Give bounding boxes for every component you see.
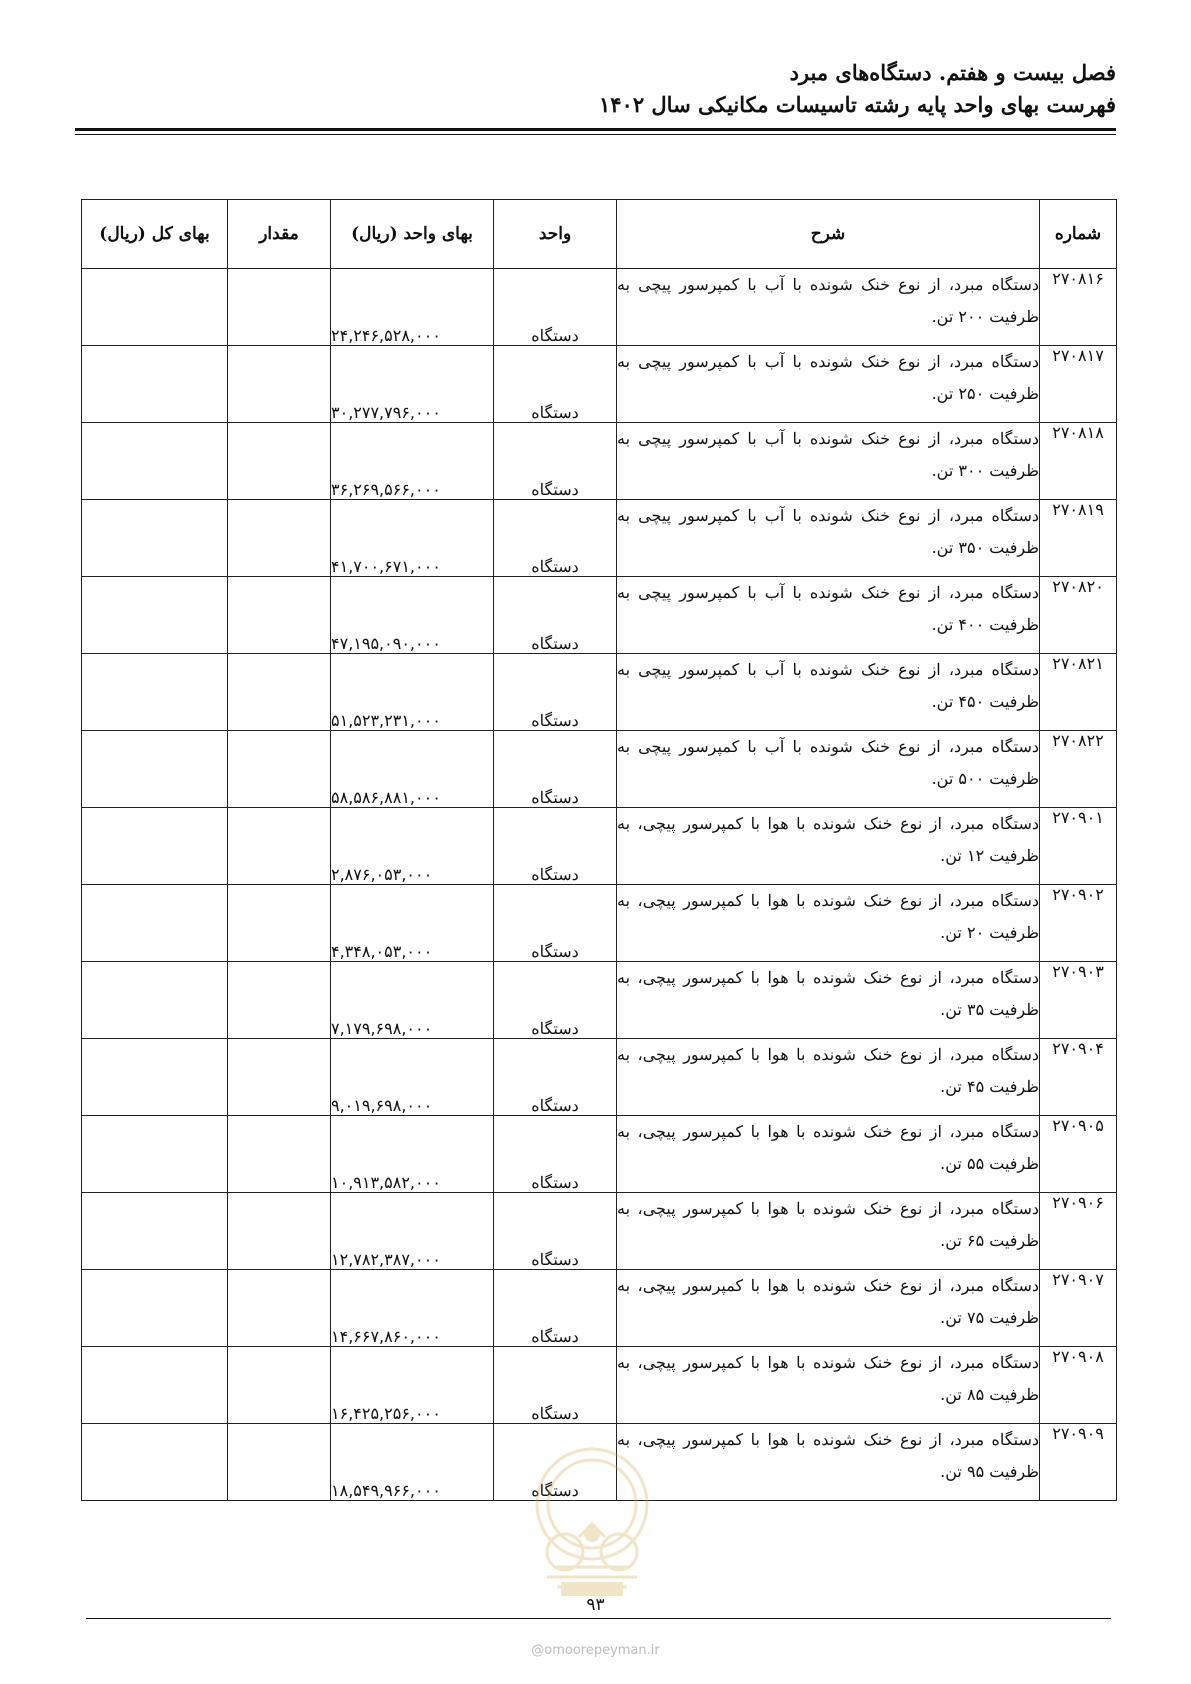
row-description-cell: دستگاه مبرد، از نوع خنک شونده با هوا با کمپرسور پیچی، به ظرفیت ۳۵ تن. [617,962,1040,1039]
row-unit-cell: دستگاه [494,1270,617,1347]
row-quantity-cell [228,577,331,654]
row-number-cell: ۲۷۰۸۱۷ [1040,346,1117,423]
website-watermark: @omoorepeyman.ir [531,1643,660,1658]
row-unit-price-cell: ۱۴,۶۶۷,۸۶۰,۰۰۰ [331,1270,494,1347]
header-description: شرح [617,200,1040,269]
header-unit: واحد [494,200,617,269]
row-number-cell: ۲۷۰۸۱۹ [1040,500,1117,577]
page-number: ۹۳ [586,1595,605,1615]
row-number-cell: ۲۷۰۹۰۵ [1040,1116,1117,1193]
table-row [82,1193,1117,1270]
row-total-price-cell [82,346,228,423]
row-number-cell: ۲۷۰۸۲۲ [1040,731,1117,808]
header-total-price: بهای کل (ریال) [82,200,228,269]
table-row [82,1347,1117,1424]
header-unit-price: بهای واحد (ریال) [331,200,494,269]
row-number-cell: ۲۷۰۹۰۴ [1040,1039,1117,1116]
table-row [82,885,1117,962]
row-quantity-cell [228,808,331,885]
row-unit-price-cell: ۲۴,۲۴۶,۵۲۸,۰۰۰ [331,269,494,346]
row-unit-cell: دستگاه [494,269,617,346]
row-total-price-cell [82,808,228,885]
row-description-cell: دستگاه مبرد، از نوع خنک شونده با آب با کمپرسور پیچی به ظرفیت ۴۰۰ تن. [617,577,1040,654]
row-quantity-cell [228,962,331,1039]
seal-watermark-icon [517,1442,667,1602]
table-row [82,731,1117,808]
row-quantity-cell [228,654,331,731]
row-unit-cell: دستگاه [494,500,617,577]
row-quantity-cell [228,1424,331,1501]
row-total-price-cell [82,1039,228,1116]
row-number-cell: ۲۷۰۹۰۱ [1040,808,1117,885]
row-total-price-cell [82,1116,228,1193]
row-total-price-cell [82,654,228,731]
header-quantity: مقدار [228,200,331,269]
row-description-cell: دستگاه مبرد، از نوع خنک شونده با آب با کمپرسور پیچی به ظرفیت ۲۵۰ تن. [617,346,1040,423]
table-row [82,346,1117,423]
row-unit-price-cell: ۵۱,۵۲۳,۲۳۱,۰۰۰ [331,654,494,731]
row-unit-cell: دستگاه [494,1193,617,1270]
row-unit-price-cell: ۴,۳۴۸,۰۵۳,۰۰۰ [331,885,494,962]
row-description-cell: دستگاه مبرد، از نوع خنک شونده با هوا با کمپرسور پیچی، به ظرفیت ۴۵ تن. [617,1039,1040,1116]
row-unit-price-cell: ۲,۸۷۶,۰۵۳,۰۰۰ [331,808,494,885]
row-total-price-cell [82,885,228,962]
table-row [82,654,1117,731]
row-unit-cell: دستگاه [494,731,617,808]
table-row [82,1270,1117,1347]
row-description-cell: دستگاه مبرد، از نوع خنک شونده با هوا با کمپرسور پیچی، به ظرفیت ۶۵ تن. [617,1193,1040,1270]
row-description-cell: دستگاه مبرد، از نوع خنک شونده با آب با کمپرسور پیچی به ظرفیت ۳۵۰ تن. [617,500,1040,577]
row-quantity-cell [228,1039,331,1116]
table-row [82,962,1117,1039]
row-unit-cell: دستگاه [494,346,617,423]
header-rule-thick [75,128,1116,131]
row-number-cell: ۲۷۰۸۲۱ [1040,654,1117,731]
row-unit-price-cell: ۱۸,۵۴۹,۹۶۶,۰۰۰ [331,1424,494,1501]
row-number-cell: ۲۷۰۹۰۲ [1040,885,1117,962]
row-quantity-cell [228,423,331,500]
table-row [82,1039,1117,1116]
row-number-cell: ۲۷۰۹۰۳ [1040,962,1117,1039]
table-header-row [82,200,1117,269]
row-description-cell: دستگاه مبرد، از نوع خنک شونده با آب با کمپرسور پیچی به ظرفیت ۳۰۰ تن. [617,423,1040,500]
table-row [82,577,1117,654]
document-title: فهرست بهای واحد پایه رشته تاسیسات مکانیکی سال ۱۴۰۲ [598,92,1116,117]
row-number-cell: ۲۷۰۹۰۶ [1040,1193,1117,1270]
row-description-cell: دستگاه مبرد، از نوع خنک شونده با هوا با کمپرسور پیچی، به ظرفیت ۸۵ تن. [617,1347,1040,1424]
table-row [82,500,1117,577]
row-description-cell: دستگاه مبرد، از نوع خنک شونده با هوا با کمپرسور پیچی، به ظرفیت ۹۵ تن. [617,1424,1040,1501]
row-unit-price-cell: ۵۸,۵۸۶,۸۸۱,۰۰۰ [331,731,494,808]
row-unit-cell: دستگاه [494,1347,617,1424]
row-quantity-cell [228,885,331,962]
row-unit-price-cell: ۱۶,۴۲۵,۲۵۶,۰۰۰ [331,1347,494,1424]
row-unit-price-cell: ۱۲,۷۸۲,۳۸۷,۰۰۰ [331,1193,494,1270]
row-number-cell: ۲۷۰۹۰۷ [1040,1270,1117,1347]
row-unit-price-cell: ۴۱,۷۰۰,۶۷۱,۰۰۰ [331,500,494,577]
row-description-cell: دستگاه مبرد، از نوع خنک شونده با هوا با کمپرسور پیچی، به ظرفیت ۲۰ تن. [617,885,1040,962]
row-description-cell: دستگاه مبرد، از نوع خنک شونده با هوا با کمپرسور پیچی، به ظرفیت ۵۵ تن. [617,1116,1040,1193]
row-total-price-cell [82,1193,228,1270]
row-total-price-cell [82,577,228,654]
row-unit-cell: دستگاه [494,423,617,500]
row-total-price-cell [82,1424,228,1501]
header-rule-thin [75,134,1116,135]
row-number-cell: ۲۷۰۸۱۶ [1040,269,1117,346]
footer-rule [86,1618,1111,1619]
table-row [82,808,1117,885]
row-quantity-cell [228,346,331,423]
row-total-price-cell [82,731,228,808]
table-body [82,269,1117,1501]
row-quantity-cell [228,1347,331,1424]
row-number-cell: ۲۷۰۹۰۹ [1040,1424,1117,1501]
row-unit-price-cell: ۳۶,۲۶۹,۵۶۶,۰۰۰ [331,423,494,500]
row-quantity-cell [228,1270,331,1347]
row-quantity-cell [228,1193,331,1270]
table-row [82,1116,1117,1193]
row-description-cell: دستگاه مبرد، از نوع خنک شونده با هوا با کمپرسور پیچی، به ظرفیت ۷۵ تن. [617,1270,1040,1347]
row-number-cell: ۲۷۰۹۰۸ [1040,1347,1117,1424]
row-total-price-cell [82,1347,228,1424]
chapter-title: فصل بیست و هفتم. دستگاه‌های مبرد [789,60,1116,85]
price-list-table [81,199,1117,1501]
row-total-price-cell [82,500,228,577]
page-header [599,58,1116,120]
row-description-cell: دستگاه مبرد، از نوع خنک شونده با آب با کمپرسور پیچی به ظرفیت ۲۰۰ تن. [617,269,1040,346]
row-description-cell: دستگاه مبرد، از نوع خنک شونده با هوا با کمپرسور پیچی، به ظرفیت ۱۲ تن. [617,808,1040,885]
row-unit-cell: دستگاه [494,577,617,654]
row-unit-cell: دستگاه [494,885,617,962]
row-unit-price-cell: ۱۰,۹۱۳,۵۸۲,۰۰۰ [331,1116,494,1193]
row-total-price-cell [82,1270,228,1347]
row-unit-cell: دستگاه [494,808,617,885]
row-unit-cell: دستگاه [494,1039,617,1116]
row-unit-cell: دستگاه [494,1424,617,1501]
row-unit-price-cell: ۹,۰۱۹,۶۹۸,۰۰۰ [331,1039,494,1116]
header-number: شماره [1040,200,1117,269]
row-quantity-cell [228,731,331,808]
row-description-cell: دستگاه مبرد، از نوع خنک شونده با آب با کمپرسور پیچی به ظرفیت ۵۰۰ تن. [617,731,1040,808]
row-unit-price-cell: ۳۰,۲۷۷,۷۹۶,۰۰۰ [331,346,494,423]
row-quantity-cell [228,269,331,346]
table-row [82,423,1117,500]
row-number-cell: ۲۷۰۸۲۰ [1040,577,1117,654]
row-total-price-cell [82,962,228,1039]
row-unit-price-cell: ۷,۱۷۹,۶۹۸,۰۰۰ [331,962,494,1039]
row-description-cell: دستگاه مبرد، از نوع خنک شونده با آب با کمپرسور پیچی به ظرفیت ۴۵۰ تن. [617,654,1040,731]
row-unit-price-cell: ۴۷,۱۹۵,۰۹۰,۰۰۰ [331,577,494,654]
table-row [82,269,1117,346]
row-unit-cell: دستگاه [494,654,617,731]
row-unit-cell: دستگاه [494,1116,617,1193]
row-quantity-cell [228,500,331,577]
row-unit-cell: دستگاه [494,962,617,1039]
row-quantity-cell [228,1116,331,1193]
row-total-price-cell [82,269,228,346]
row-number-cell: ۲۷۰۸۱۸ [1040,423,1117,500]
row-total-price-cell [82,423,228,500]
